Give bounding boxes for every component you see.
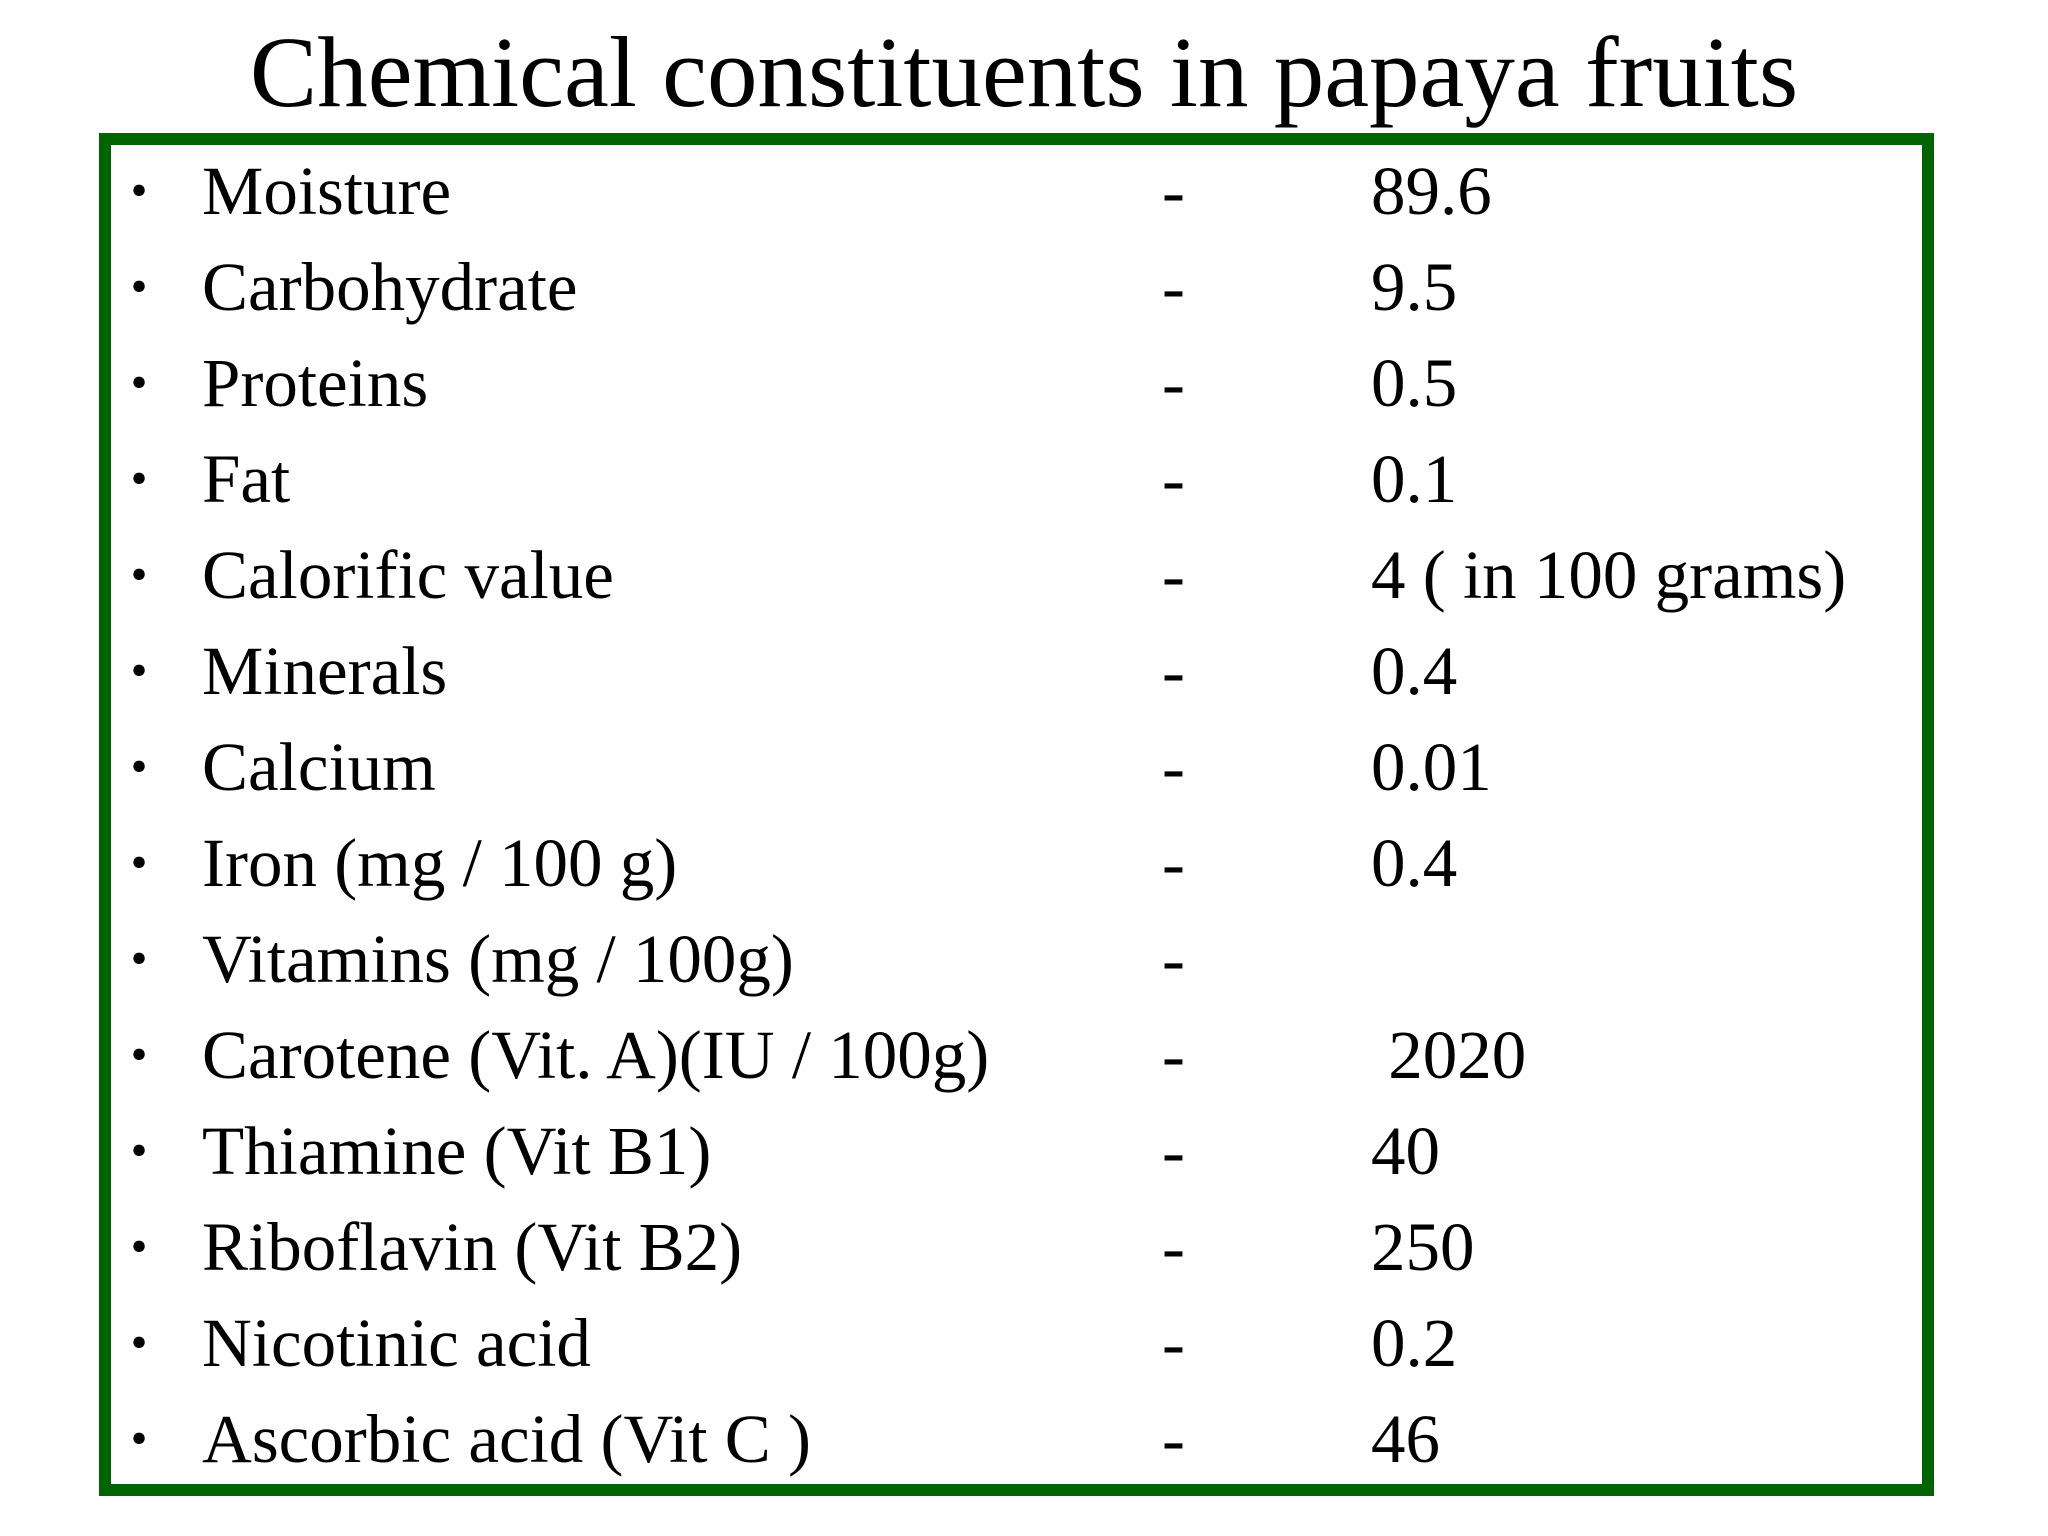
constituent-label: Carotene (Vit. A)(IU / 100g) bbox=[202, 1017, 990, 1093]
separator-dash: - bbox=[1162, 1209, 1185, 1285]
constituent-value: 0.4 bbox=[1371, 633, 1458, 709]
bullet-icon: • bbox=[130, 1412, 148, 1465]
bullet-icon: • bbox=[130, 260, 148, 313]
constituent-value: 89.6 bbox=[1371, 153, 1492, 229]
list-item bbox=[0, 911, 2048, 1007]
constituent-label: Calcium bbox=[202, 729, 436, 805]
list-item bbox=[0, 335, 2048, 431]
constituent-label: Riboflavin (Vit B2) bbox=[202, 1209, 743, 1285]
constituent-label: Ascorbic acid (Vit C ) bbox=[202, 1401, 812, 1477]
separator-dash: - bbox=[1162, 825, 1185, 901]
list-item bbox=[0, 527, 2048, 623]
bullet-icon: • bbox=[130, 740, 148, 793]
list-item bbox=[0, 1103, 2048, 1199]
list-item bbox=[0, 1199, 2048, 1295]
list-item bbox=[0, 143, 2048, 239]
list-item bbox=[0, 815, 2048, 911]
constituent-label: Iron (mg / 100 g) bbox=[202, 825, 678, 901]
separator-dash: - bbox=[1162, 1113, 1185, 1189]
bullet-icon: • bbox=[130, 356, 148, 409]
bullet-icon: • bbox=[130, 932, 148, 985]
list-item bbox=[0, 623, 2048, 719]
list-item bbox=[0, 719, 2048, 815]
list-item bbox=[0, 1007, 2048, 1103]
separator-dash: - bbox=[1162, 633, 1185, 709]
constituent-value: 2020 bbox=[1371, 1017, 1527, 1093]
constituent-label: Thiamine (Vit B1) bbox=[202, 1113, 712, 1189]
separator-dash: - bbox=[1162, 249, 1185, 325]
bullet-icon: • bbox=[130, 836, 148, 889]
bullet-icon: • bbox=[130, 1124, 148, 1177]
bullet-icon: • bbox=[130, 548, 148, 601]
constituent-label: Proteins bbox=[202, 345, 429, 421]
slide-title: Chemical constituents in papaya fruits bbox=[249, 16, 1799, 128]
list-item bbox=[0, 431, 2048, 527]
list-item bbox=[0, 1391, 2048, 1487]
separator-dash: - bbox=[1162, 441, 1185, 517]
separator-dash: - bbox=[1162, 1017, 1185, 1093]
separator-dash: - bbox=[1162, 729, 1185, 805]
bullet-icon: • bbox=[130, 1316, 148, 1369]
constituent-label: Nicotinic acid bbox=[202, 1305, 591, 1381]
separator-dash: - bbox=[1162, 153, 1185, 229]
separator-dash: - bbox=[1162, 1401, 1185, 1477]
constituent-value: 9.5 bbox=[1371, 249, 1458, 325]
constituent-label: Vitamins (mg / 100g) bbox=[202, 921, 794, 997]
constituent-value: 0.01 bbox=[1371, 729, 1492, 805]
constituents-list bbox=[0, 143, 2048, 1487]
separator-dash: - bbox=[1162, 921, 1185, 997]
separator-dash: - bbox=[1162, 1305, 1185, 1381]
constituent-label: Minerals bbox=[202, 633, 448, 709]
separator-dash: - bbox=[1162, 537, 1185, 613]
constituent-value: 250 bbox=[1371, 1209, 1475, 1285]
bullet-icon: • bbox=[130, 1220, 148, 1273]
constituent-label: Carbohydrate bbox=[202, 249, 578, 325]
constituent-label: Fat bbox=[202, 441, 291, 517]
constituent-value: 4 ( in 100 grams) bbox=[1371, 537, 1847, 613]
constituent-label: Moisture bbox=[202, 153, 452, 229]
constituent-value: 0.2 bbox=[1371, 1305, 1458, 1381]
bullet-icon: • bbox=[130, 452, 148, 505]
bullet-icon: • bbox=[130, 644, 148, 697]
constituent-value: 0.1 bbox=[1371, 441, 1458, 517]
constituent-value: 0.4 bbox=[1371, 825, 1458, 901]
constituent-value: 46 bbox=[1371, 1401, 1440, 1477]
constituent-value: 40 bbox=[1371, 1113, 1440, 1189]
constituent-value: 0.5 bbox=[1371, 345, 1458, 421]
separator-dash: - bbox=[1162, 345, 1185, 421]
constituent-label: Calorific value bbox=[202, 537, 614, 613]
bullet-icon: • bbox=[130, 164, 148, 217]
list-item bbox=[0, 1295, 2048, 1391]
list-item bbox=[0, 239, 2048, 335]
bullet-icon: • bbox=[130, 1028, 148, 1081]
